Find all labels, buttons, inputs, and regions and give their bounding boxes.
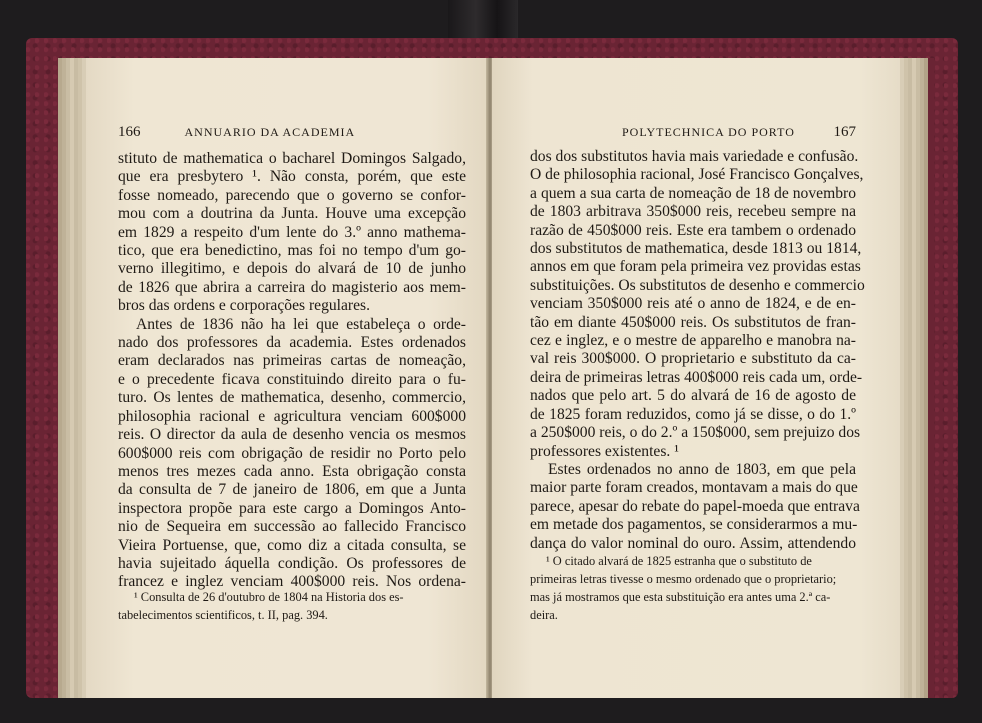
text-line: francez e inglez venciam 400$000 reis. Nos ordena- bbox=[118, 573, 466, 591]
text-line: que era presbytero ¹. Não consta, porém, que este bbox=[118, 168, 466, 186]
text-line: stituto de mathematica o bacharel Domingos Salgado, bbox=[118, 150, 466, 167]
right-page-number: 167 bbox=[833, 124, 856, 140]
footnote-line: tabelecimentos scientificos, t. II, pag. 394. bbox=[118, 608, 328, 622]
left-footnote bbox=[118, 588, 468, 624]
right-body-text bbox=[530, 148, 865, 553]
right-running-title: POLYTECHNICA DO PORTO bbox=[622, 125, 795, 139]
text-line: de 1826 que abrira a carreira do magisterio aos mem- bbox=[118, 278, 466, 296]
text-line: val reis 300$000. O proprietario e substituto da ca- bbox=[530, 350, 856, 368]
text-line: da consulta de 7 de janeiro de 1806, em que a Junta bbox=[118, 481, 466, 499]
text-line: inspectora propõe para este cargo a Domingos Anto- bbox=[118, 499, 466, 517]
text-line: dança do valor nominal do ouro. Assim, attendendo bbox=[530, 534, 856, 552]
text-line: fosse nomeado, parecendo que o governo se confor- bbox=[118, 186, 466, 204]
text-line: a 250$000 reis, o do 2.º a 150$000, sem prejuizo dos bbox=[530, 424, 861, 442]
left-body-text bbox=[118, 150, 466, 592]
text-line: turo. Os lentes de mathematica, desenho, commercio, bbox=[118, 389, 466, 407]
text-line: cez e inglez, e o mestre de apparelho e manobra na- bbox=[530, 332, 856, 350]
text-line: tão em diante 450$000 reis. Os substitutos de fran- bbox=[530, 313, 856, 331]
footnote-line: ¹ Consulta de 26 d'outubro de 1804 na Historia dos es- bbox=[134, 590, 404, 604]
text-line: Estes ordenados no anno de 1803, em que pela bbox=[548, 460, 856, 478]
text-line: eram declarados nas primeiras cartas de nomeação, bbox=[118, 352, 466, 370]
text-line: annos em que foram pela primeira vez providas estas bbox=[530, 258, 861, 276]
text-line: menos tres mezes cada anno. Esta obrigação consta bbox=[118, 462, 466, 480]
text-line: venciam 350$000 reis até o anno de 1824, e de en- bbox=[530, 295, 856, 313]
left-page-header bbox=[118, 124, 448, 141]
text-line: dos substitutos de mathematica, desde 1813 ou 1814, bbox=[530, 240, 862, 258]
text-line: mou com a doutrina da Junta. Houve uma excepção bbox=[118, 205, 466, 223]
text-line: razão de 450$000 reis. Este era tambem o ordenado bbox=[530, 221, 856, 239]
left-page-number: 166 bbox=[118, 124, 141, 140]
text-line: nado dos professores da academia. Estes ordenados bbox=[118, 334, 466, 352]
text-line: deira de primeiras letras 400$000 reis cada um, orde- bbox=[530, 368, 863, 386]
book-spine bbox=[448, 0, 518, 40]
right-page bbox=[492, 58, 900, 698]
left-page bbox=[86, 58, 488, 698]
text-line: substituições. Os substitutos de desenho e commercio bbox=[530, 276, 865, 294]
right-page-header bbox=[622, 124, 856, 141]
text-line: de 1825 foram reduzidos, como já se disse, o do 1.º bbox=[530, 405, 856, 423]
text-line: e o precedente ficava constituindo direito para o fu- bbox=[118, 370, 466, 388]
text-line: bros das ordens e corporações regulares. bbox=[118, 297, 370, 315]
left-running-title: ANNUARIO DA ACADEMIA bbox=[184, 125, 356, 139]
text-line: reis. O director da aula de desenho vencia os mesmos bbox=[118, 426, 466, 444]
text-line: philosophia racional e agricultura venciam 600$000 bbox=[118, 407, 466, 425]
text-line: Antes de 1836 não ha lei que estabeleça o orde- bbox=[136, 315, 466, 333]
text-line: nados que pelo art. 5 do alvará de 16 de agosto de bbox=[530, 387, 856, 405]
footnote-line: ¹ O citado alvará de 1825 estranha que o substituto de bbox=[546, 554, 812, 568]
right-footnote bbox=[530, 552, 860, 624]
text-line: em metade dos pagamentos, se considerarmos a mu- bbox=[530, 516, 858, 534]
text-line: dos dos substitutos havia mais variedade e confusão. bbox=[530, 148, 859, 165]
text-line: 600$000 reis com obrigação de residir no Porto pelo bbox=[118, 444, 466, 462]
text-line: parece, apesar do rebate do papel-moeda que entrava bbox=[530, 497, 860, 515]
text-line: professores existentes. ¹ bbox=[530, 442, 679, 460]
text-line: nio de Sequeira em successão ao fallecido Francisco bbox=[118, 518, 466, 536]
text-line: em 1829 a respeito d'um lente do 3.º anno mathema- bbox=[118, 223, 466, 241]
footnote-line: mas já mostramos que esta substituição era antes uma 2.ª ca- bbox=[530, 590, 831, 604]
footnote-line: primeiras letras tivesse o mesmo ordenado que o proprietario; bbox=[530, 572, 837, 586]
text-line: a quem a sua carta de nomeação de 18 de novembro bbox=[530, 184, 856, 202]
text-line: havia sujeitado áquella condição. Os professores de bbox=[118, 554, 466, 572]
text-line: verno illegitimo, e depois do alvará de 10 de junho bbox=[118, 260, 466, 278]
text-line: maior parte foram creados, montavam a mais do que bbox=[530, 479, 858, 497]
text-line: de 1803 arbitrava 350$000 reis, recebeu sempre na bbox=[530, 203, 856, 221]
text-line: O de philosophia racional, José Francisco Gonçalves, bbox=[530, 166, 864, 184]
footnote-line: deira. bbox=[530, 608, 558, 622]
text-line: Vieira Portuense, que, como diz a citada consulta, se bbox=[118, 536, 466, 554]
text-line: tico, que era benedictino, mas foi no tempo d'um go- bbox=[118, 242, 466, 260]
